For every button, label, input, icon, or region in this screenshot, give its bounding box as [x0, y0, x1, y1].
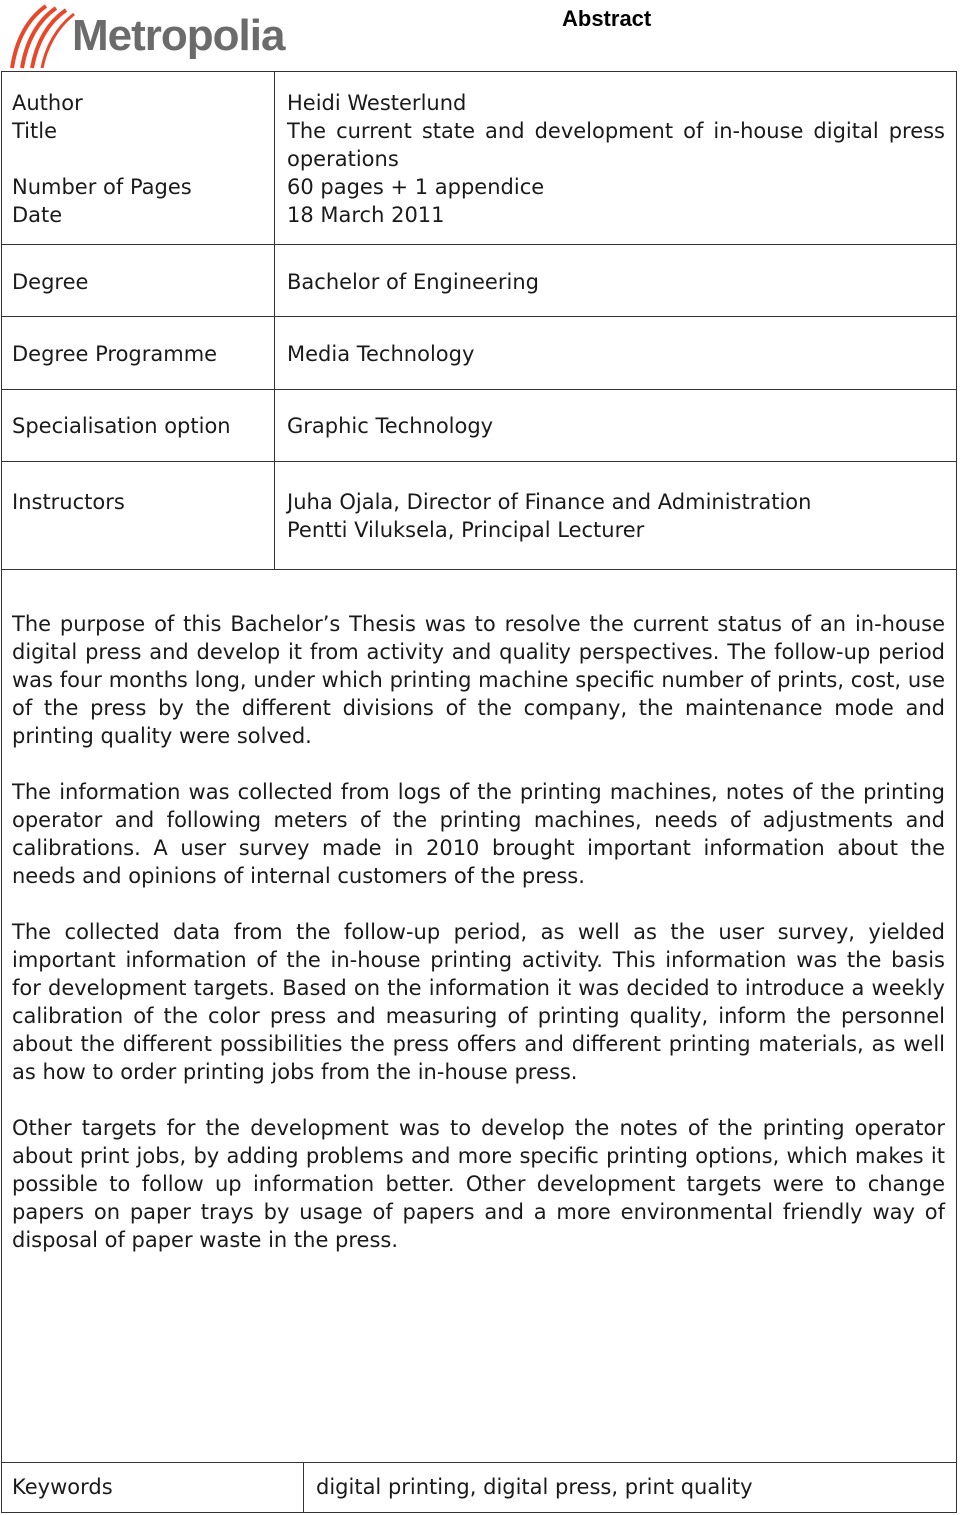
keywords-value: digital printing, digital press, print quality — [316, 1475, 753, 1499]
degree-value: Bachelor of Engineering — [287, 270, 539, 294]
row-divider — [1, 569, 957, 570]
specialisation-label: Specialisation option — [12, 414, 231, 438]
instructor-2: Pentti Viluksela, Principal Lecturer — [287, 518, 645, 542]
programme-label: Degree Programme — [12, 342, 218, 366]
row-divider — [1, 461, 957, 462]
row-divider — [1, 1462, 957, 1463]
pages-label: Number of Pages — [12, 175, 192, 199]
logo-wordmark: Metropolia — [72, 11, 285, 60]
title-label: Title — [12, 119, 58, 143]
abstract-body — [12, 610, 945, 1282]
date-value: 18 March 2011 — [287, 203, 445, 227]
row-divider — [1, 389, 957, 390]
specialisation-value: Graphic Technology — [287, 414, 494, 438]
degree-label: Degree — [12, 270, 89, 294]
page-title: Abstract — [562, 6, 652, 31]
abstract-paragraph: The collected data from the follow-up period, as well as the user survey, yielded important information of the in-house printing activity. This information was the basis for development targets. Based on the information it was decided to introduce a weekly calibration of the color press and measuring of printing quality, inform the personnel about the different possibilities the press offers and different printing materials, as well as how to order printing jobs from the in-house press. — [12, 920, 945, 1084]
abstract-paragraph: Other targets for the development was to develop the notes of the printing operator about print jobs, by adding problems and more specific printing options, which makes it possible to follow up information better. Other development targets were to change papers on paper trays by usage of papers and a more environmental friendly way of disposal of paper waste in the press. — [12, 1116, 945, 1252]
keywords-label: Keywords — [12, 1475, 113, 1499]
date-label: Date — [12, 203, 63, 227]
column-divider — [274, 71, 275, 569]
metropolia-logo — [6, 2, 326, 72]
row-divider — [1, 316, 957, 317]
programme-value: Media Technology — [287, 342, 475, 366]
author-value: Heidi Westerlund — [287, 91, 467, 115]
author-label: Author — [12, 91, 83, 115]
pages-value: 60 pages + 1 appendice — [287, 175, 545, 199]
instructor-1: Juha Ojala, Director of Finance and Administration — [287, 490, 812, 514]
column-divider — [303, 1462, 304, 1513]
row-divider — [1, 244, 957, 245]
abstract-paragraph: The purpose of this Bachelor’s Thesis was to resolve the current status of an in-house digital press and develop it from activity and quality perspectives. The follow-up period was four months long, under which printing machine specific number of prints, cost, use of the press by the different divisions of the company, the maintenance mode and printing quality were solved. — [12, 612, 945, 748]
logo-swoosh-icon — [6, 2, 76, 72]
title-value: The current state and development of in-house digital press operations — [287, 119, 945, 171]
instructors-label: Instructors — [12, 490, 125, 514]
abstract-paragraph: The information was collected from logs of the printing machines, notes of the printing operator and following meters of the printing machines, needs of adjustments and calibrations. A user survey made in 2010 brought important information about the needs and opinions of internal customers of the press. — [12, 780, 945, 888]
